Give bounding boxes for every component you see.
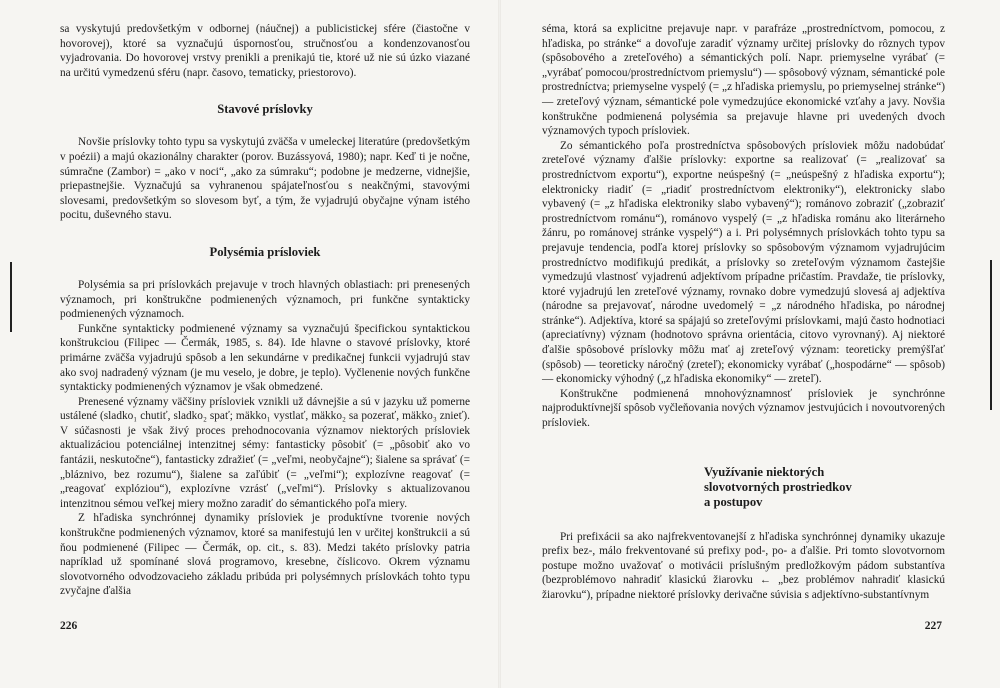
heading-vyuzivanie <box>704 465 945 510</box>
left-paragraph-2: Novšie príslovky tohto typu sa vyskytujú zväčša v umeleckej literatúre (predovšetkým v poézii) a majú okazionálny charakter (porov. Buzássyová, 1980); napr. Keď ti je nočne, súmračne (Zambor) = „ako v noci“, „ako za súmraku“; podobne je medzerne, vidnejšie, priepastnejšie. Vyznačujú sa vyhranenou spájateľnosťou s neakčnými, stavovými slovesami, predovšetkým so slovesom byť, a tým, že vyjadrujú obyčajne výnam istého pocitu, duševného stavu. <box>60 136 470 222</box>
left-paragraph-5: Prenesené významy väčšiny prísloviek vznikli už dávnejšie a sú v jazyku už pomerne ustálené (sladko₁ chutiť, sladko₂ spať; mäkko₁ vystlať, mäkko₂ sa pozerať, mäkko₃ znieť). V súčasnosti je však živý proces prehodnocovania významov niektorých prísloviek aktualizáciou potenciálnej intenzitnej sémy: fantasticky pôsobiť (= „pôsobiť ako vo fantázii, neskutočne“), fantasticky zdražieť (= „veľmi, neobyčajne“); šialene sa správať (= „bláznivo, bez rozumu“), šialene sa zaľúbiť (= „veľmi“); explozívne reagovať (= „reagovať explóziou“), explozívne vzrásť („veľmi“). Príslovky s aktualizovanou intenzitnou sémou veľkej miery možno zaradiť do sémantického poľa miery. <box>60 395 470 510</box>
right-paragraph-4: Pri prefixácii sa ako najfrekventovanejší z hľadiska synchrónnej dynamiky ukazuje prefix bez-, málo frekventované sú prefixy pod-, po- a ďalšie. Pri tomto slovotvornom postupe možno uvažovať o motivácii príslušným predložkovým pádom substantíva (bezproblémovo nahradiť klasickú žiarovku ← „bez problémov nahradiť klasickú žiarovku“), prípadne niektoré príslovky derivačne súvisia s adjektívno-substantívnym <box>542 530 945 601</box>
heading-line-3: a postupov <box>704 494 763 509</box>
scan-edge-mark-left <box>10 262 12 332</box>
heading-line-1: Využívanie niektorých <box>704 464 825 479</box>
page-number-right: 227 <box>924 620 942 632</box>
left-paragraph-1: sa vyskytujú predovšetkým v odbornej (náučnej) a publicistickej sfére (čiastočne v hovorovej), ktoré sa vyznačujú úspornosťou, stručnosťou a kondenzovanosťou vyjadrovania. Do hovorovej vrstvy prenikli a prenikajú tie, ktoré už nie sú úzko viazané na určitú vymedzenú sféru (napr. časovo, tematicky, priestorovo). <box>60 23 470 79</box>
right-page <box>500 0 1000 688</box>
right-paragraph-3: Konštrukčne podmienená mnohovýznamnosť prísloviek je synchrónne najproduktívnejší spôsob vyčleňovania nových významov jestvujúcich i novoutvorených prísloviek. <box>542 387 945 430</box>
left-paragraph-6: Z hľadiska synchrónnej dynamiky prísloviek je produktívne tvorenie nových konštrukčne podmienených významov, ktoré sa manifestujú len v určitej konštrukcii a sú ňou podmienené (Filipec — Čermák, op. cit., s. 83). Medzi takéto príslovky patria napríklad už spomínané slová programovo, kresebne, číslicovo. Okrem významu slovotvorného odvodzovacieho základu pribúda pri polysémnych príslovkách tohto typu zvyčajne ďalšia <box>60 512 470 598</box>
left-paragraph-4: Funkčne syntakticky podmienené významy sa vyznačujú špecifickou syntaktickou konštrukciou (Filipec — Čermák, 1985, s. 84). Ide hlavne o stavové príslovky, ktoré primárne zväčša vyjadrujú spôsob a len sekundárne v predikačnej funkcii vyjadrujú stav ako svoj nadradený význam (je mu veselo, je dobre, je teplo). Vyčlenenie nových funkčne syntakticky podmienených významov je však obmedzené. <box>60 322 470 394</box>
right-text-block <box>542 22 945 603</box>
left-paragraph-3: Polysémia sa pri príslovkách prejavuje v troch hlavných oblastiach: pri prenesených významoch, pri konštrukčne podmienených významoch, pri funkčne syntakticky podmienených významoch. <box>60 278 470 321</box>
page-number-left: 226 <box>60 620 78 632</box>
heading-line-2: slovotvorných prostriedkov <box>704 479 852 494</box>
heading-stavove-prislovky: Stavové príslovky <box>217 102 313 117</box>
right-paragraph-2: Zo sémantického poľa prostredníctva spôsobových prísloviek môžu nadobúdať zreteľové významy ďalšie príslovky: exportne sa realizovať (= „realizovať sa prostredníctvom exportu“), exportne neúspešný (= „neúspešný z hľadiska exportu“); elektronicky riadiť (= „riadiť prostredníctvom elektroniky“), elektronicky slabo vybavený (= „z hľadiska elektroniky slabo vybavený“); románovo zobraziť („zobraziť prostredníctvom románu“), románovo vyspelý (= „z hľadiska románu ako literárneho žánru, po románovej stránke vyspelý“) a i. Pri polysémnych príslovkách tohto typu sa prejavuje tendencia, podľa ktorej príslovky so spôsobovým významom vyjadrujúcim prostredníctvo modifikujú predikát, a príslovky so zreteľovým významom častejšie vymedzujú vlastnosť vyjadrenú adjektívom prípadne pričastím. Pravdaže, tie príslovky, ktoré vyjadrujú len zreteľové významy, rovnako dobre vymedzujú slovesá aj adjektíva (národne sa prejavovať, národne uvedomelý = „z národného hľadiska, po národnej stránke“). Adjektíva, ktoré sa spájajú so zreteľovými príslovkami, majú často hodnotiaci (apreciatívny) význam (hodnotovo správna orientácia, citovo vyrovnaný). Aj niektoré ďalšie spôsobové príslovky môžu mať aj zreteľový význam: teoreticky premýšľať (spôsob) — teoreticky náročný (zreteľ); ekonomicky vyrábať („hospodárne“ — spôsob) — ekonomicky výhodný („z hľadiska ekonomiky“ — zreteľ). <box>542 139 945 386</box>
left-text-block <box>60 22 470 599</box>
heading-polysemia-prisloviek: Polysémia prísloviek <box>209 244 321 259</box>
right-paragraph-1: séma, ktorá sa explicitne prejavuje napr. v parafráze „prostredníctvom, pomocou, z hľadiska, po stránke“ a dovoľuje zaradiť významy určitej príslovky do rôznych typov (spôsobového a zreteľového) a sémantických polí. Napr. priemyselne vyrábať (= „vyrábať pomocou/prostredníctvom priemyslu“) — spôsobový význam, sémantické pole prostredníctva; priemyselne vyspelý (= „z hľadiska priemyslu, po priemyselnej stránke“) — zreteľový význam, sémantické pole vymedzujúce ekonomické vzťahy a javy. Novšia konštrukčne podmienená polysémia sa prejavuje hlavne pri uvedených dvoch významových typoch prísloviek. <box>542 23 945 138</box>
